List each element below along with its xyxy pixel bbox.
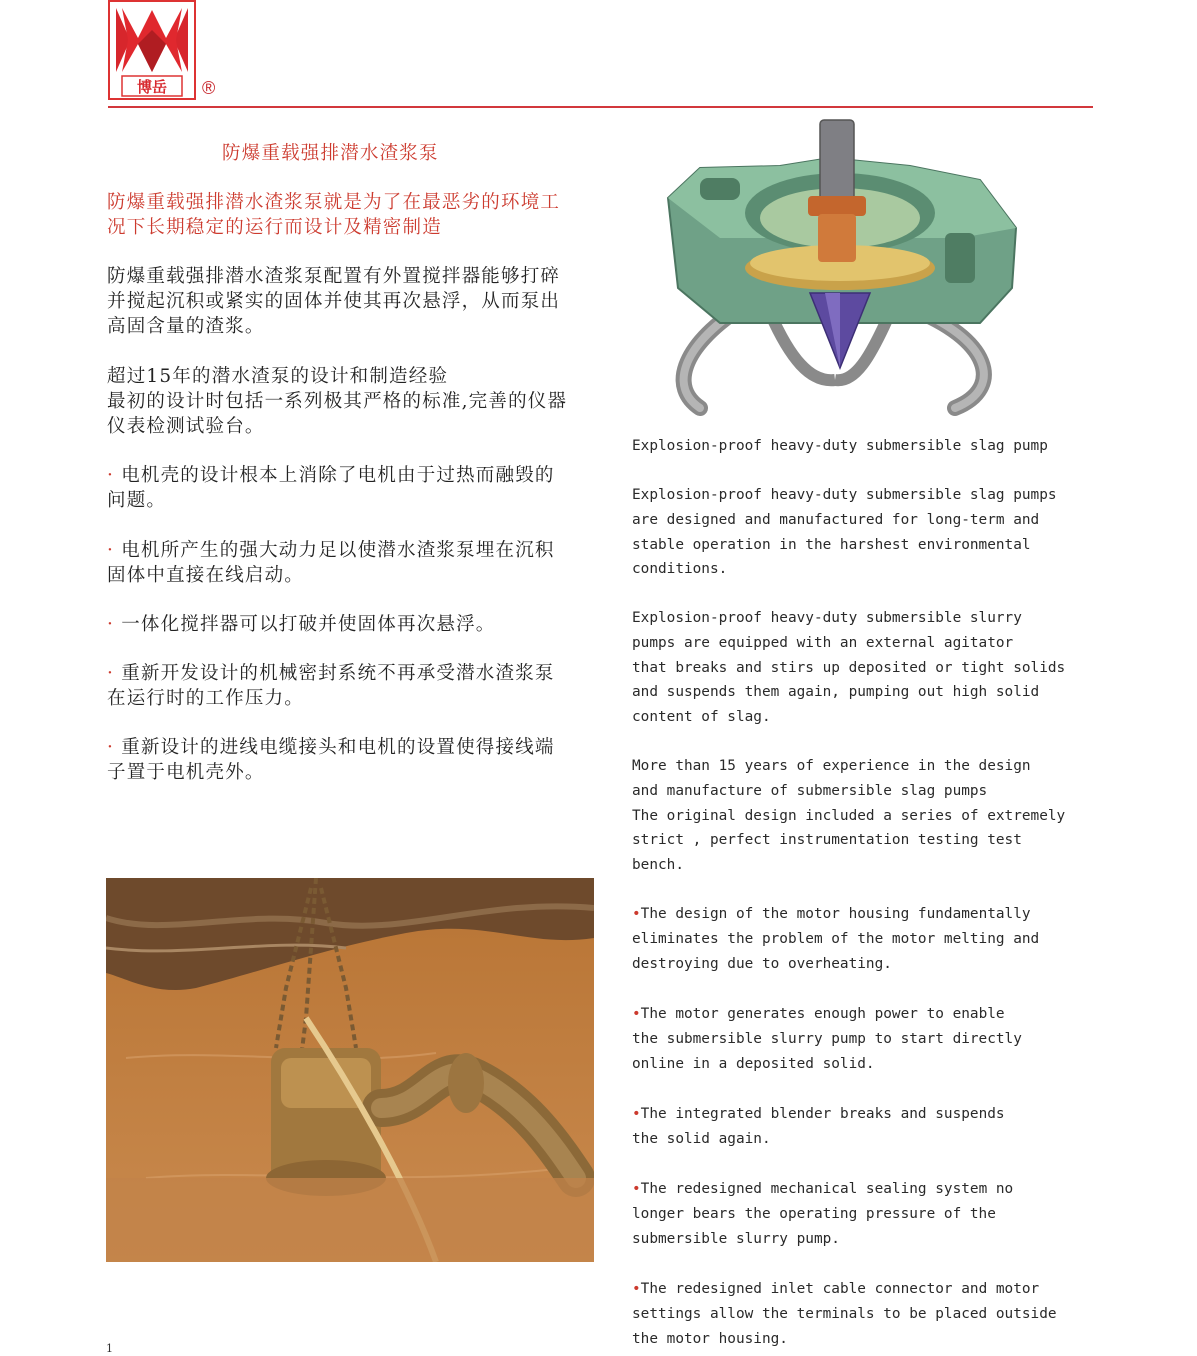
en-bullet-2: •The motor generates enough power to enable the submersible slurry pump to start directly online in a deposited solid. xyxy=(632,1006,1022,1072)
cn-bullet-1: · 电机壳的设计根本上消除了电机由于过热而融毁的 问题。 xyxy=(107,465,555,511)
en-bullet-4: •The redesigned mechanical sealing system no longer bears the operating pressure of the submersible slurry pump. xyxy=(632,1181,1014,1247)
en-title: Explosion-proof heavy-duty submersible slag pump xyxy=(632,438,1048,454)
en-para1: Explosion-proof heavy-duty submersible slurry pumps are equipped with an external agitator that breaks and stirs up deposited or tight solids and suspends them again, pumping out high solid content of slag. xyxy=(632,610,1066,726)
company-logo xyxy=(108,0,196,100)
cn-bullet-2: · 电机所产生的强大动力足以使潜水渣浆泵埋在沉积 固体中直接在线启动。 xyxy=(107,540,555,586)
cn-bullet-4: · 重新开发设计的机械密封系统不再承受潜水渣浆泵 在运行时的工作压力。 xyxy=(107,663,555,709)
cn-para1: 防爆重载强排潜水渣浆泵配置有外置搅拌器能够打碎 并搅起沉积或紧实的固体并使其再次悬浮，从而泵出 高固含量的渣浆。 xyxy=(107,266,561,337)
en-para2: More than 15 years of experience in the design and manufacture of submersible slag pumps The original design included a series of extremely strict , perfect instrumentation testing test bench. xyxy=(632,758,1066,874)
logo-text: 博岳 xyxy=(136,78,168,96)
cn-bullet-3: · 一体化搅拌器可以打破并使固体再次悬浮。 xyxy=(107,614,496,635)
cn-intro: 防爆重载强排潜水渣浆泵就是为了在最恶劣的环境工 况下长期稳定的运行而设计及精密制造 xyxy=(107,192,561,238)
cn-para2: 超过15年的潜水渣泵的设计和制造经验 最初的设计时包括一系列极其严格的标准,完善的仪器 仪表检测试验台。 xyxy=(107,366,568,437)
en-intro: Explosion-proof heavy-duty submersible slag pumps are designed and manufactured for long-term and stable operation in the harshest environmental conditions. xyxy=(632,487,1057,578)
en-bullet-3: •The integrated blender breaks and suspends the solid again. xyxy=(632,1106,1005,1147)
cn-title: 防爆重载强排潜水渣浆泵 xyxy=(222,143,439,164)
registered-mark: ® xyxy=(202,78,216,98)
pump-in-slurry-photo xyxy=(106,878,594,1262)
header-divider xyxy=(108,106,1093,108)
en-bullet-1: •The design of the motor housing fundamentally eliminates the problem of the motor melting and destroying due to overheating. xyxy=(632,906,1040,972)
cn-bullet-5: · 重新设计的进线电缆接头和电机的设置使得接线端 子置于电机壳外。 xyxy=(107,737,555,783)
en-bullet-5: •The redesigned inlet cable connector and motor settings allow the terminals to be placed outside the motor housing. xyxy=(632,1281,1057,1347)
pump-cutaway-image xyxy=(660,118,1020,436)
page-number: 1 xyxy=(106,1342,113,1355)
